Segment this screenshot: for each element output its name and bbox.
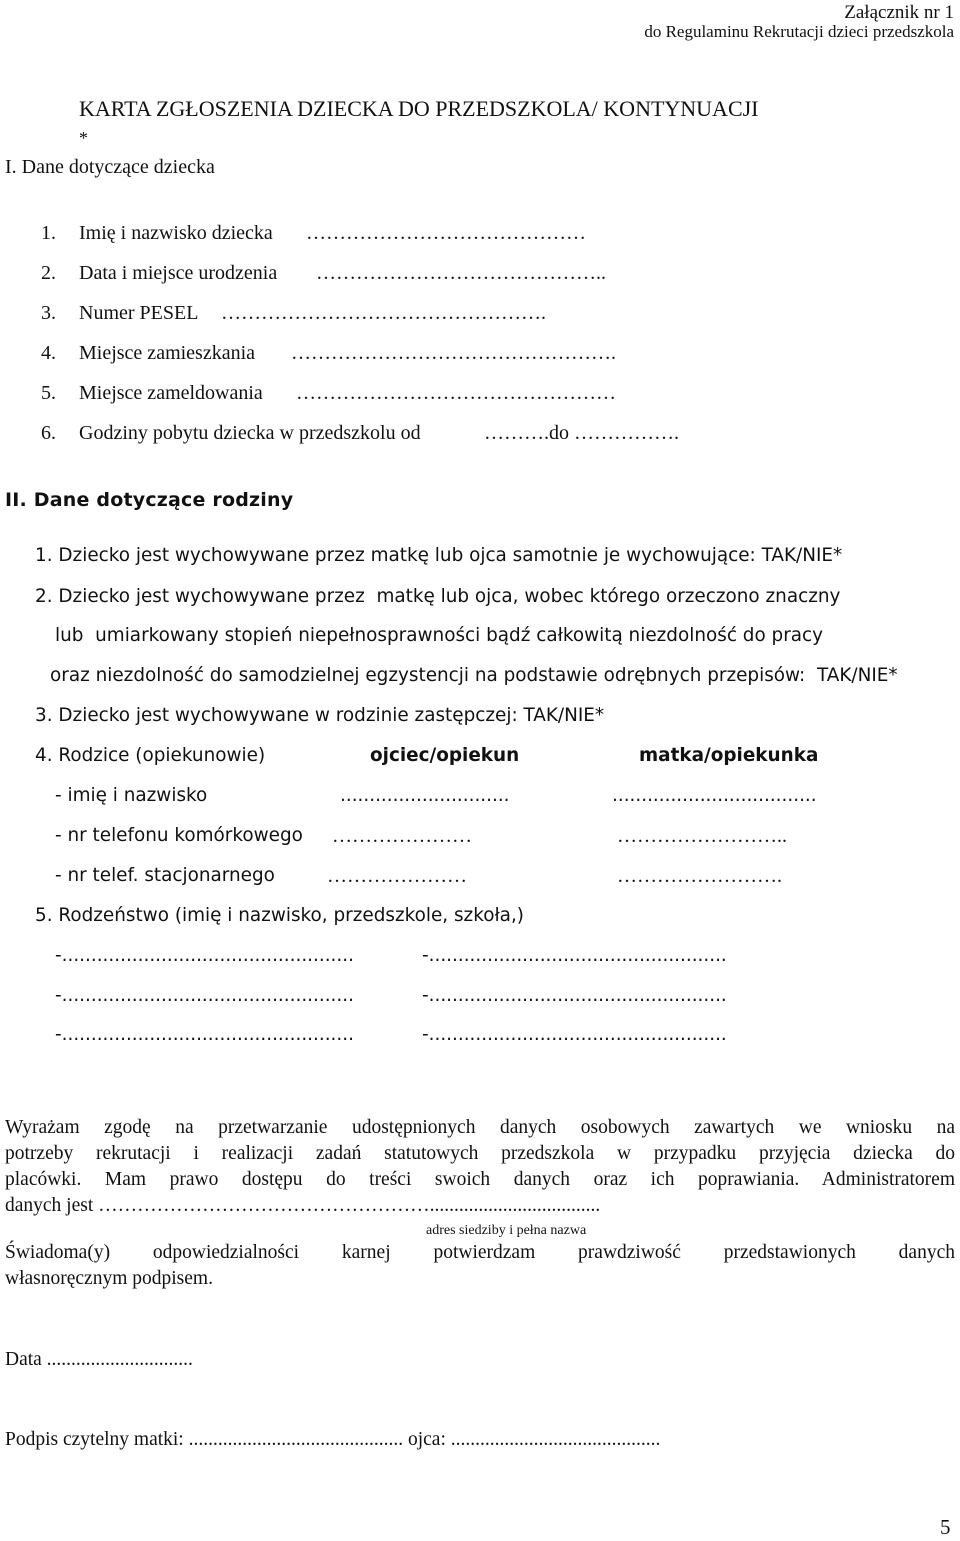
- row-label: - nr telef. stacjonarnego: [55, 865, 275, 886]
- siblings-label: 5. Rodzeństwo (imię i nazwisko, przedszkole, szkoła,): [35, 905, 524, 926]
- father-mobile-field[interactable]: …………………: [332, 825, 472, 847]
- question-disability-line2: lub umiarkowany stopień niepełnosprawności bądź całkowitą niezdolność do pracy: [55, 625, 824, 646]
- mother-landline-field[interactable]: …………………….: [617, 865, 782, 887]
- question-single-parent: 1. Dziecko jest wychowywane przez matkę lub ojca samotnie je wychowujące: TAK/NIE*: [35, 545, 843, 566]
- sibling-field[interactable]: -...................................................: [422, 1024, 727, 1045]
- attachment-label: Załącznik nr 1: [844, 2, 954, 23]
- question-disability-line1: 2. Dziecko jest wychowywane przez matkę lub ojca, wobec którego orzeczono znaczny: [35, 586, 841, 607]
- page-number: 5: [940, 1515, 951, 1539]
- list-item: 1. Imię i nazwisko dziecka ……………………………………: [41, 222, 586, 244]
- fill-line[interactable]: ………………………………………….: [291, 342, 616, 364]
- sibling-field[interactable]: -..................................................: [55, 1024, 354, 1045]
- regulation-label: do Regulaminu Rekrutacji dzieci przedszkola: [644, 22, 954, 41]
- mother-mobile-field[interactable]: ……………………..: [617, 825, 787, 847]
- sibling-field[interactable]: -...................................................: [422, 945, 727, 966]
- parents-label: 4. Rodzice (opiekunowie): [35, 745, 266, 766]
- sibling-field[interactable]: -...................................................: [422, 985, 727, 1006]
- administrator-field[interactable]: danych jest ……………………………………………...................................: [5, 1195, 601, 1216]
- father-name-field[interactable]: .............................: [340, 785, 510, 806]
- question-disability-line3: oraz niezdolność do samodzielnej egzystencji na podstawie odrębnych przepisów: TAK/NIE*: [50, 665, 898, 686]
- father-landline-field[interactable]: …………………: [327, 865, 467, 887]
- consent-line: placówki. Mam prawo dostępu do treści swoich danych oraz ich poprawiania. Administratorem: [5, 1169, 955, 1190]
- declaration-line: własnoręcznym podpisem.: [5, 1268, 213, 1289]
- title-text: KARTA ZGŁOSZENIA DZIECKA DO PRZEDSZKOLA/ KONTYNUACJI: [79, 96, 759, 121]
- question-foster-family: 3. Dziecko jest wychowywane w rodzinie zastępczej: TAK/NIE*: [35, 705, 605, 726]
- signature-field[interactable]: Podpis czytelny matki: ............................................ ojca: ...........................................: [5, 1429, 661, 1450]
- consent-line: Wyrażam zgodę na przetwarzanie udostępnionych danych osobowych zawartych we wniosku na: [5, 1117, 955, 1138]
- mother-name-field[interactable]: ...................................: [612, 785, 817, 806]
- list-item: 4. Miejsce zamieszkania ………………………………………….: [41, 342, 616, 364]
- title-mark: *: [79, 128, 88, 148]
- fill-line[interactable]: ……………………………………..: [316, 262, 606, 284]
- fill-line[interactable]: ……………………………………: [306, 222, 586, 244]
- address-caption: adres siedziby i pełna nazwa: [426, 1223, 587, 1238]
- list-item: 5. Miejsce zameldowania …………………………………………: [41, 382, 616, 404]
- list-item: 3. Numer PESEL ………………………………………….: [41, 302, 546, 324]
- sibling-field[interactable]: -..................................................: [55, 985, 354, 1006]
- sibling-field[interactable]: -..................................................: [55, 945, 354, 966]
- fill-line[interactable]: ………………………………………….: [221, 302, 546, 324]
- section2-heading: II. Dane dotyczące rodziny: [5, 489, 294, 511]
- date-field[interactable]: Data ..............................: [5, 1349, 193, 1370]
- list-item: 6. Godziny pobytu dziecka w przedszkolu od ……….do …………….: [41, 422, 679, 444]
- declaration-line: Świadoma(y) odpowiedzialności karnej potwierdzam prawdziwość przedstawionych danych: [5, 1242, 955, 1263]
- row-label: - nr telefonu komórkowego: [55, 825, 303, 846]
- row-label: - imię i nazwisko: [55, 785, 208, 806]
- list-item: 2. Data i miejsce urodzenia ……………………………………..: [41, 262, 606, 284]
- col-father: ojciec/opiekun: [370, 745, 520, 766]
- fill-line[interactable]: …………………………………………: [296, 382, 616, 404]
- consent-line: potrzeby rekrutacji i realizacji zadań statutowych przedszkola w przypadku przyjęcia dziecka do: [5, 1143, 955, 1164]
- col-mother: matka/opiekunka: [639, 745, 819, 766]
- fill-line[interactable]: ……….do …………….: [484, 422, 679, 444]
- section1-heading: I. Dane dotyczące dziecka: [5, 156, 215, 178]
